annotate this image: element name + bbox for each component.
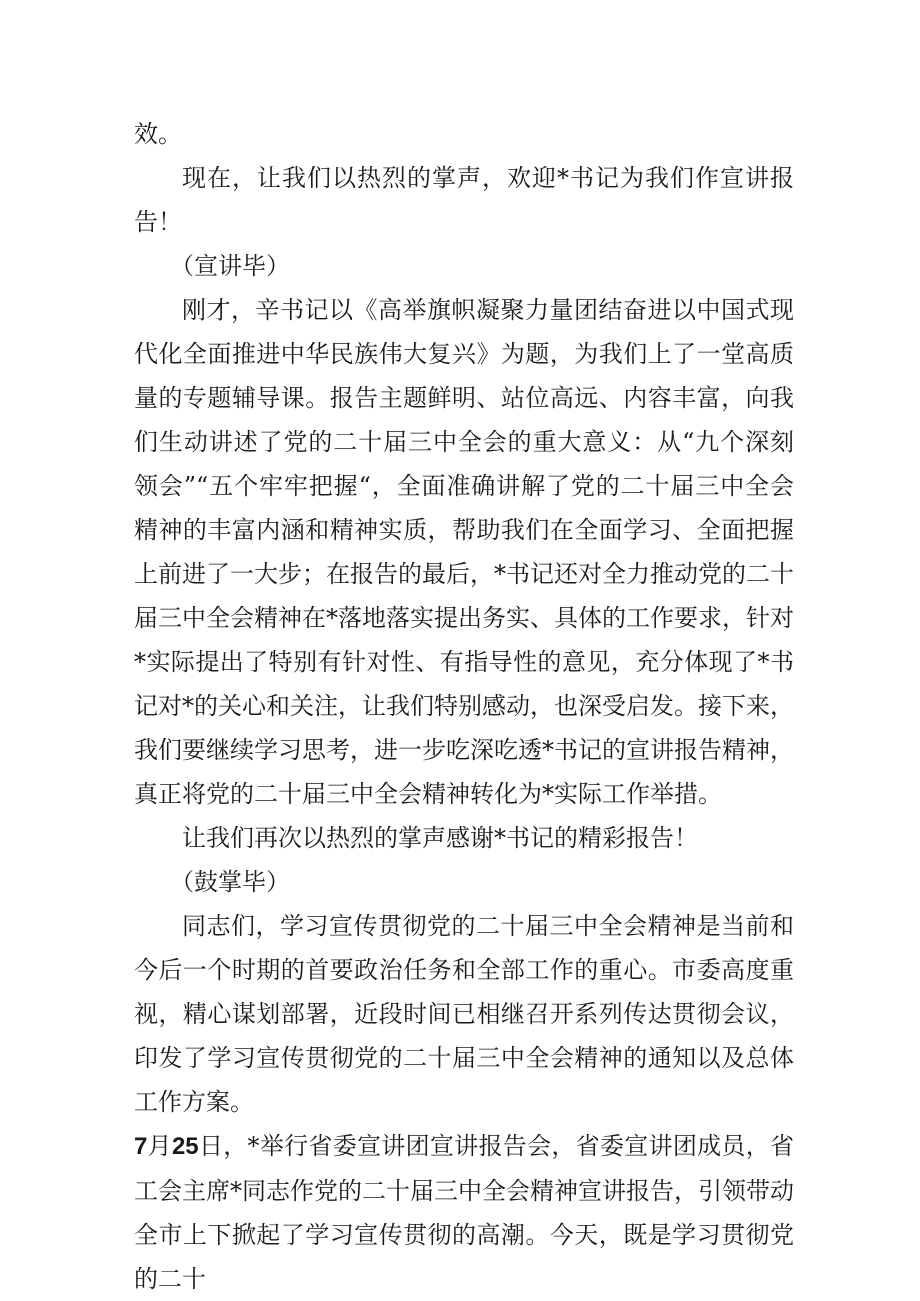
paragraph-date-event-text: ，*举行省委宣讲团宣讲报告会，省委宣讲团成员，省工会主席*同志作党的二十届三中全会精神宣讲报告，引领带动全市上下掀起了学习宣传贯彻的高潮。今天，既是学习贯彻党的二十 (134, 1132, 795, 1293)
paragraph-continuation: 效。 (134, 120, 182, 148)
document-body (134, 112, 794, 1301)
date-day-unit: 日 (198, 1132, 224, 1160)
paragraph-welcome: 现在，让我们以热烈的掌声，欢迎*书记为我们作宣讲报告！ (134, 164, 794, 236)
date-month-unit: 月 (147, 1132, 172, 1160)
paragraph-thanks: 让我们再次以热烈的掌声感谢*书记的精彩报告！ (182, 824, 698, 852)
paragraph-summary: 刚才，辛书记以《高举旗帜凝聚力量团结奋进以中国式现代化全面推进中华民族伟大复兴》为题，为我们上了一堂高质量的专题辅导课。报告主题鲜明、站位高远、内容丰富，向我们生动讲述了党的二十届三中全会的重大意义：从“九个深刻领会”“五个牢牢把握“，全面准确讲解了党的二十届三中全会精神的丰富内涵和精神实质，帮助我们在全面学习、全面把握上前进了一大步；在报告的最后，*书记还对全力推动党的二十届三中全会精神在*落地落实提出务实、具体的工作要求，针对*实际提出了特别有针对性、有指导性的意见，充分体现了*书记对*的关心和关注，让我们特别感动，也深受启发。接下来，我们要继续学习思考，进一步吃深吃透*书记的宣讲报告精神，真正将党的二十届三中全会精神转化为*实际工作举措。 (134, 296, 794, 808)
date-month: 7 (134, 1133, 148, 1160)
paragraph-comrades: 同志们，学习宣传贯彻党的二十届三中全会精神是当前和今后一个时期的首要政治任务和全部工作的重心。市委高度重视，精心谋划部署，近段时间已相继召开系列传达贯彻会议，印发了学习宣传贯彻党的二十届三中全会精神的通知以及总体工作方案。 (134, 912, 794, 1116)
stage-note-lecture-end: （宣讲毕） (170, 252, 290, 280)
stage-note-applause-end: （鼓掌毕） (170, 868, 290, 896)
paragraph-date-event (134, 1124, 794, 1301)
date-day: 25 (171, 1133, 199, 1160)
